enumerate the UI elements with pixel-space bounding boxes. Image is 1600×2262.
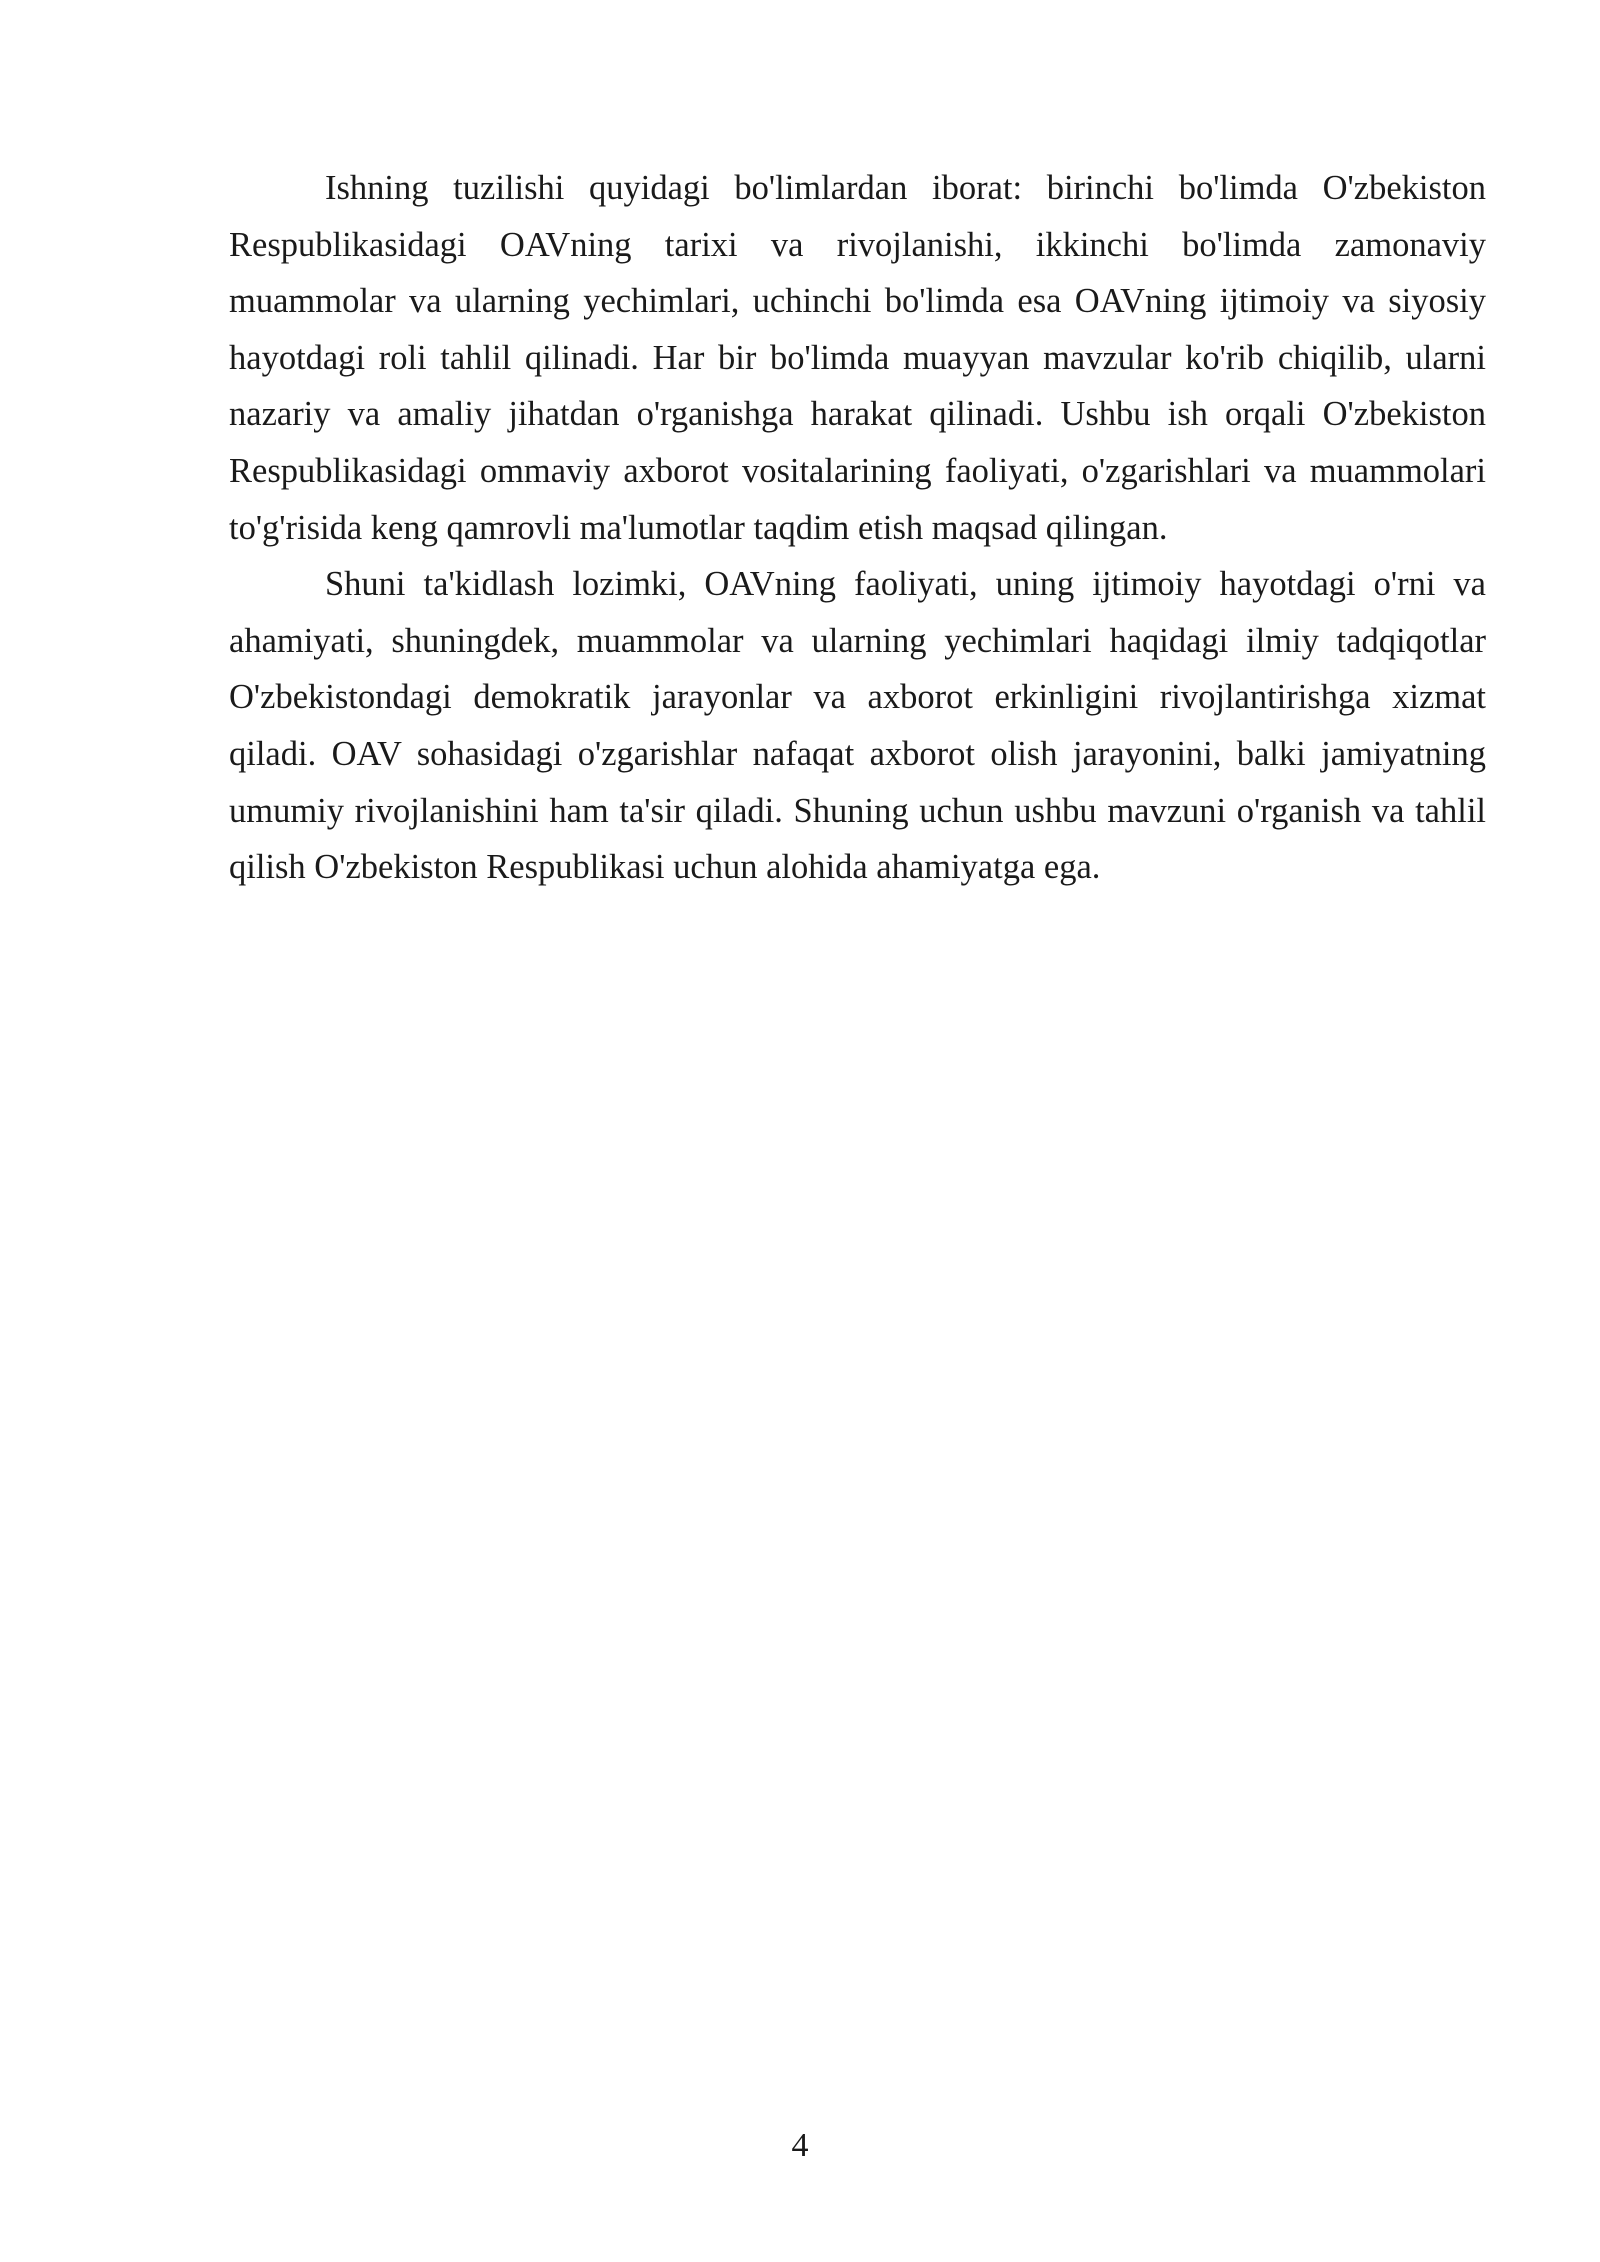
page-number: 4: [791, 2127, 809, 2164]
paragraph-significance: Shuni ta'kidlash lozimki, OAVning faoliyati, uning ijtimoiy hayotdagi o'rni va ahamiyati, shuningdek, muammolar va ularning yechimlari haqidagi ilmiy tadqiqotlar O'zbekistondagi demokratik jarayonlar va axborot erkinligini rivojlantirishga xizmat qiladi. OAV sohasidagi o'zgarishlar nafaqat axborot olish jarayonini, balki jamiyatning umumiy rivojlanishini ham ta'sir qiladi. Shuning uchun ushbu mavzuni o'rganish va tahlil qilish O'zbekiston Respublikasi uchun alohida ahamiyatga ega.: [229, 565, 1486, 887]
document-body: [229, 160, 1486, 896]
paragraph-structure: Ishning tuzilishi quyidagi bo'limlardan iborat: birinchi bo'limda O'zbekiston Respublikasidagi OAVning tarixi va rivojlanishi, ikkinchi bo'limda zamonaviy muammolar va ularning yechimlari, uchinchi bo'limda esa OAVning ijtimoiy va siyosiy hayotdagi roli tahlil qilinadi. Har bir bo'limda muayyan mavzular ko'rib chiqilib, ularni nazariy va amaliy jihatdan o'rganishga harakat qilinadi. Ushbu ish orqali O'zbekiston Respublikasidagi ommaviy axborot vositalarining faoliyati, o'zgarishlari va muammolari to'g'risida keng qamrovli ma'lumotlar taqdim etish maqsad qilingan.: [229, 169, 1486, 547]
